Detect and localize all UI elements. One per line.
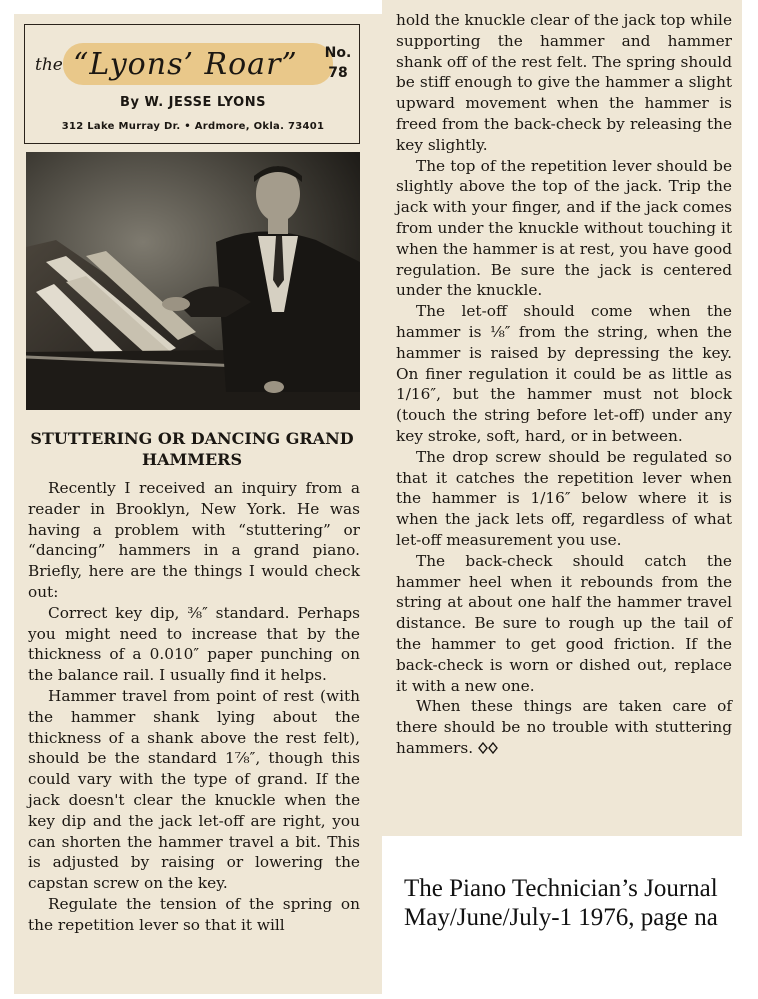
paragraph: The let-off should come when the hammer is ⅛″ from the string, when the hammer is raised by depressing the key. On finer regulation it could be as little as 1/16″, but the hammer must not block (touch the string before let-off) under any key stroke, soft, hard, or in between. — [396, 302, 732, 445]
caption-journal: The Piano Technician’s Journal — [404, 875, 718, 902]
issue-number-value: 78 — [328, 65, 348, 81]
caption-issue: May/June/July-1 1976, page na — [404, 904, 718, 931]
source-caption — [404, 874, 744, 932]
double-diamond-icon — [478, 742, 498, 754]
author-photo — [26, 152, 360, 410]
issue-number-label: No. — [324, 45, 352, 61]
article-headline: STUTTERING OR DANCING GRAND HAMMERS — [30, 429, 354, 469]
column-title: “Lyons’ Roar” — [73, 47, 298, 82]
byline: By W. JESSE LYONS — [120, 95, 266, 110]
paragraph: Recently I received an inquiry from a reader in Brooklyn, New York. He was having a problem with “stuttering” or “dancing” hammers in a grand piano. Briefly, here are the things I would check out: — [28, 479, 360, 601]
paragraph-final — [396, 696, 732, 758]
author-at-piano-photo — [26, 152, 360, 410]
column-masthead — [24, 24, 360, 144]
paragraph-text: When these things are taken care of there should be no trouble with stuttering hammers. — [396, 697, 732, 757]
article-column-left — [28, 478, 360, 936]
paragraph: Hammer travel from point of rest (with the hammer shank lying about the thickness of a shank above the rest felt), should be the standard 1⅞″, though this could vary with the type of grand. If the jack doesn't clear the knuckle when the key dip and the jack let-off are right, you can shorten the hammer travel a bit. This is adjusted by raising or lowering the capstan screw on the key. — [28, 686, 360, 893]
paragraph: Correct key dip, ⅜″ standard. Perhaps you might need to increase that by the thickness of a 0.010″ paper punching on the balance rail. I usually find it helps. — [28, 603, 360, 685]
article-column-right — [396, 10, 732, 759]
paragraph: Regulate the tension of the spring on the repetition lever so that it will — [28, 894, 360, 934]
paragraph: The top of the repetition lever should be slightly above the top of the jack. Trip the jack with your finger, and if the jack comes from under the knuckle without touching it when the hammer is at rest, you have good regulation. Be sure the jack is centered under the knuckle. — [396, 156, 732, 300]
paragraph: The drop screw should be regulated so that it catches the repetition lever when the hammer is 1/16″ below where it is when the jack lets off, regardless of what let-off measurement you use. — [396, 447, 732, 549]
issue-number — [321, 43, 355, 83]
author-address: 312 Lake Murray Dr. • Ardmore, Okla. 73401 — [61, 121, 325, 132]
paragraph: hold the knuckle clear of the jack top while supporting the hammer and hammer shank off of the rest felt. The spring should be stiff enough to give the hammer a slight upward movement when the hammer is freed from the back-check by releasing the key slightly. — [396, 11, 732, 154]
paragraph: The back-check should catch the hammer heel when it rebounds from the string at about one half the hammer travel distance. Be sure to rough up the tail of the hammer to get good friction. If the back-check is worn or dished out, replace it with a new one. — [396, 551, 732, 695]
masthead-prefix: the — [35, 55, 63, 75]
